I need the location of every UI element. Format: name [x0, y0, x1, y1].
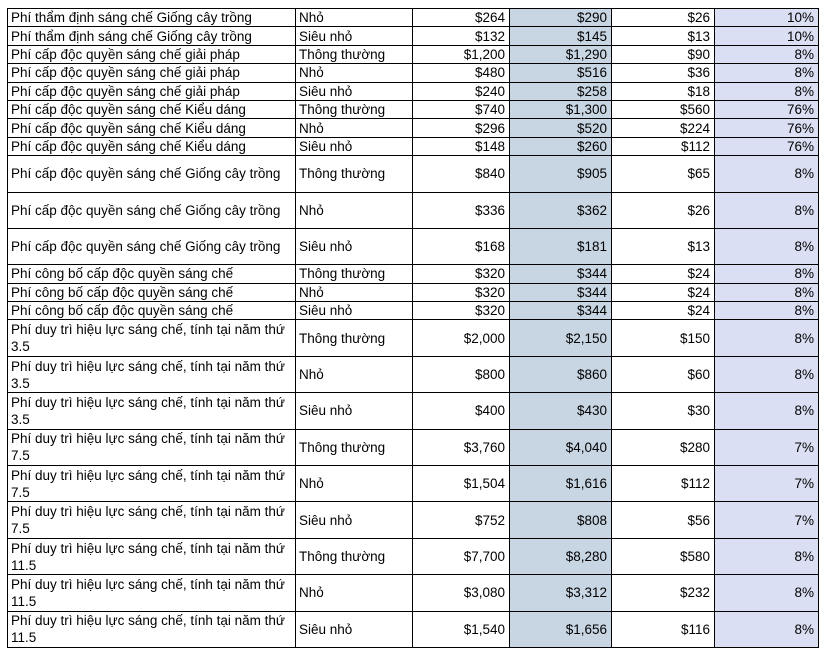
- fee-name-cell[interactable]: Phí duy trì hiệu lực sáng chế, tính tại năm thứ 11.5: [8, 539, 296, 575]
- amount-1-cell[interactable]: $752: [413, 502, 510, 538]
- amount-3-cell[interactable]: $13: [612, 229, 715, 265]
- fee-name-cell[interactable]: Phí cấp độc quyền sáng chế Kiểu dáng: [8, 138, 296, 156]
- size-cell[interactable]: Thông thường: [296, 320, 413, 356]
- amount-3-cell[interactable]: $112: [612, 466, 715, 502]
- fee-name-cell[interactable]: Phí cấp độc quyền sáng chế giải pháp: [8, 46, 296, 64]
- fee-name-cell[interactable]: Phí duy trì hiệu lực sáng chế, tính tại năm thứ 3.5: [8, 357, 296, 393]
- amount-1-cell[interactable]: $1,200: [413, 46, 510, 64]
- percent-cell[interactable]: 7%: [715, 430, 819, 466]
- amount-2-cell[interactable]: $1,300: [510, 101, 612, 119]
- size-cell[interactable]: Siêu nhỏ: [296, 138, 413, 156]
- amount-1-cell[interactable]: $3,760: [413, 430, 510, 466]
- amount-2-cell[interactable]: $860: [510, 357, 612, 393]
- amount-3-cell[interactable]: $65: [612, 156, 715, 192]
- size-cell[interactable]: Nhỏ: [296, 119, 413, 137]
- fee-name-cell[interactable]: Phí thẩm định sáng chế Giống cây trồng: [8, 27, 296, 45]
- amount-1-cell[interactable]: $480: [413, 64, 510, 82]
- amount-3-cell[interactable]: $224: [612, 119, 715, 137]
- amount-3-cell[interactable]: $116: [612, 612, 715, 648]
- percent-cell[interactable]: 8%: [715, 393, 819, 429]
- size-cell[interactable]: Siêu nhỏ: [296, 27, 413, 45]
- amount-1-cell[interactable]: $320: [413, 302, 510, 320]
- size-cell[interactable]: Nhỏ: [296, 284, 413, 302]
- amount-2-cell[interactable]: $1,290: [510, 46, 612, 64]
- percent-cell[interactable]: 8%: [715, 229, 819, 265]
- percent-cell[interactable]: 8%: [715, 539, 819, 575]
- amount-2-cell[interactable]: $4,040: [510, 430, 612, 466]
- amount-2-cell[interactable]: $344: [510, 265, 612, 283]
- amount-3-cell[interactable]: $60: [612, 357, 715, 393]
- amount-3-cell[interactable]: $232: [612, 575, 715, 611]
- amount-3-cell[interactable]: $150: [612, 320, 715, 356]
- amount-1-cell[interactable]: $132: [413, 27, 510, 45]
- amount-3-cell[interactable]: $56: [612, 502, 715, 538]
- amount-3-cell[interactable]: $18: [612, 83, 715, 101]
- amount-2-cell[interactable]: $520: [510, 119, 612, 137]
- fee-name-cell[interactable]: Phí cấp độc quyền sáng chế giải pháp: [8, 83, 296, 101]
- percent-cell[interactable]: 7%: [715, 466, 819, 502]
- size-cell[interactable]: Nhỏ: [296, 193, 413, 229]
- percent-cell[interactable]: 8%: [715, 265, 819, 283]
- amount-2-cell[interactable]: $258: [510, 83, 612, 101]
- size-cell[interactable]: Siêu nhỏ: [296, 502, 413, 538]
- fee-name-cell[interactable]: Phí công bố cấp độc quyền sáng chế: [8, 284, 296, 302]
- percent-cell[interactable]: 8%: [715, 83, 819, 101]
- amount-1-cell[interactable]: $264: [413, 9, 510, 27]
- size-cell[interactable]: Thông thường: [296, 46, 413, 64]
- amount-2-cell[interactable]: $3,312: [510, 575, 612, 611]
- amount-2-cell[interactable]: $362: [510, 193, 612, 229]
- fee-name-cell[interactable]: Phí công bố cấp độc quyền sáng chế: [8, 265, 296, 283]
- amount-3-cell[interactable]: $13: [612, 27, 715, 45]
- amount-1-cell[interactable]: $320: [413, 265, 510, 283]
- percent-cell[interactable]: 8%: [715, 64, 819, 82]
- amount-2-cell[interactable]: $290: [510, 9, 612, 27]
- amount-2-cell[interactable]: $2,150: [510, 320, 612, 356]
- amount-3-cell[interactable]: $26: [612, 193, 715, 229]
- amount-1-cell[interactable]: $1,504: [413, 466, 510, 502]
- amount-2-cell[interactable]: $1,616: [510, 466, 612, 502]
- amount-2-cell[interactable]: $516: [510, 64, 612, 82]
- fee-name-cell[interactable]: Phí duy trì hiệu lực sáng chế, tính tại năm thứ 11.5: [8, 612, 296, 648]
- amount-1-cell[interactable]: $740: [413, 101, 510, 119]
- size-cell[interactable]: Nhỏ: [296, 9, 413, 27]
- fee-name-cell[interactable]: Phí cấp độc quyền sáng chế giải pháp: [8, 64, 296, 82]
- size-cell[interactable]: Thông thường: [296, 539, 413, 575]
- amount-3-cell[interactable]: $580: [612, 539, 715, 575]
- size-cell[interactable]: Siêu nhỏ: [296, 229, 413, 265]
- size-cell[interactable]: Nhỏ: [296, 357, 413, 393]
- amount-2-cell[interactable]: $344: [510, 284, 612, 302]
- amount-1-cell[interactable]: $7,700: [413, 539, 510, 575]
- percent-cell[interactable]: 7%: [715, 502, 819, 538]
- amount-1-cell[interactable]: $168: [413, 229, 510, 265]
- size-cell[interactable]: Siêu nhỏ: [296, 393, 413, 429]
- percent-cell[interactable]: 76%: [715, 138, 819, 156]
- amount-3-cell[interactable]: $24: [612, 284, 715, 302]
- amount-1-cell[interactable]: $1,540: [413, 612, 510, 648]
- amount-1-cell[interactable]: $800: [413, 357, 510, 393]
- percent-cell[interactable]: 8%: [715, 575, 819, 611]
- percent-cell[interactable]: 8%: [715, 357, 819, 393]
- fee-name-cell[interactable]: Phí duy trì hiệu lực sáng chế, tính tại năm thứ 3.5: [8, 393, 296, 429]
- amount-3-cell[interactable]: $26: [612, 9, 715, 27]
- amount-2-cell[interactable]: $145: [510, 27, 612, 45]
- fee-name-cell[interactable]: Phí duy trì hiệu lực sáng chế, tính tại năm thứ 7.5: [8, 502, 296, 538]
- amount-3-cell[interactable]: $24: [612, 265, 715, 283]
- amount-2-cell[interactable]: $260: [510, 138, 612, 156]
- fee-name-cell[interactable]: Phí cấp độc quyền sáng chế Giống cây trồng: [8, 156, 296, 192]
- fee-name-cell[interactable]: Phí thẩm định sáng chế Giống cây trồng: [8, 9, 296, 27]
- amount-1-cell[interactable]: $148: [413, 138, 510, 156]
- amount-3-cell[interactable]: $560: [612, 101, 715, 119]
- percent-cell[interactable]: 76%: [715, 101, 819, 119]
- amount-3-cell[interactable]: $90: [612, 46, 715, 64]
- amount-1-cell[interactable]: $400: [413, 393, 510, 429]
- amount-3-cell[interactable]: $24: [612, 302, 715, 320]
- size-cell[interactable]: Thông thường: [296, 430, 413, 466]
- percent-cell[interactable]: 8%: [715, 302, 819, 320]
- amount-2-cell[interactable]: $8,280: [510, 539, 612, 575]
- percent-cell[interactable]: 8%: [715, 320, 819, 356]
- size-cell[interactable]: Nhỏ: [296, 575, 413, 611]
- size-cell[interactable]: Siêu nhỏ: [296, 302, 413, 320]
- amount-1-cell[interactable]: $240: [413, 83, 510, 101]
- amount-1-cell[interactable]: $336: [413, 193, 510, 229]
- size-cell[interactable]: Nhỏ: [296, 466, 413, 502]
- amount-2-cell[interactable]: $181: [510, 229, 612, 265]
- size-cell[interactable]: Nhỏ: [296, 64, 413, 82]
- fee-name-cell[interactable]: Phí cấp độc quyền sáng chế Kiểu dáng: [8, 101, 296, 119]
- fee-name-cell[interactable]: Phí cấp độc quyền sáng chế Giống cây trồng: [8, 229, 296, 265]
- amount-1-cell[interactable]: $840: [413, 156, 510, 192]
- percent-cell[interactable]: 10%: [715, 27, 819, 45]
- percent-cell[interactable]: 10%: [715, 9, 819, 27]
- fee-table: [7, 8, 819, 648]
- size-cell[interactable]: Thông thường: [296, 101, 413, 119]
- size-cell[interactable]: Siêu nhỏ: [296, 612, 413, 648]
- fee-name-cell[interactable]: Phí cấp độc quyền sáng chế Kiểu dáng: [8, 119, 296, 137]
- amount-3-cell[interactable]: $280: [612, 430, 715, 466]
- amount-1-cell[interactable]: $2,000: [413, 320, 510, 356]
- size-cell[interactable]: Thông thường: [296, 156, 413, 192]
- percent-cell[interactable]: 76%: [715, 119, 819, 137]
- amount-2-cell[interactable]: $344: [510, 302, 612, 320]
- fee-name-cell[interactable]: Phí cấp độc quyền sáng chế Giống cây trồng: [8, 193, 296, 229]
- amount-2-cell[interactable]: $430: [510, 393, 612, 429]
- percent-cell[interactable]: 8%: [715, 46, 819, 64]
- amount-2-cell[interactable]: $1,656: [510, 612, 612, 648]
- amount-3-cell[interactable]: $112: [612, 138, 715, 156]
- amount-1-cell[interactable]: $320: [413, 284, 510, 302]
- fee-name-cell[interactable]: Phí duy trì hiệu lực sáng chế, tính tại năm thứ 11.5: [8, 575, 296, 611]
- amount-2-cell[interactable]: $905: [510, 156, 612, 192]
- amount-1-cell[interactable]: $296: [413, 119, 510, 137]
- percent-cell[interactable]: 8%: [715, 612, 819, 648]
- amount-1-cell[interactable]: $3,080: [413, 575, 510, 611]
- size-cell[interactable]: Siêu nhỏ: [296, 83, 413, 101]
- fee-name-cell[interactable]: Phí công bố cấp độc quyền sáng chế: [8, 302, 296, 320]
- percent-cell[interactable]: 8%: [715, 284, 819, 302]
- amount-3-cell[interactable]: $36: [612, 64, 715, 82]
- percent-cell[interactable]: 8%: [715, 156, 819, 192]
- fee-name-cell[interactable]: Phí duy trì hiệu lực sáng chế, tính tại năm thứ 3.5: [8, 320, 296, 356]
- size-cell[interactable]: Thông thường: [296, 265, 413, 283]
- fee-name-cell[interactable]: Phí duy trì hiệu lực sáng chế, tính tại năm thứ 7.5: [8, 430, 296, 466]
- fee-name-cell[interactable]: Phí duy trì hiệu lực sáng chế, tính tại năm thứ 7.5: [8, 466, 296, 502]
- amount-3-cell[interactable]: $30: [612, 393, 715, 429]
- amount-2-cell[interactable]: $808: [510, 502, 612, 538]
- percent-cell[interactable]: 8%: [715, 193, 819, 229]
